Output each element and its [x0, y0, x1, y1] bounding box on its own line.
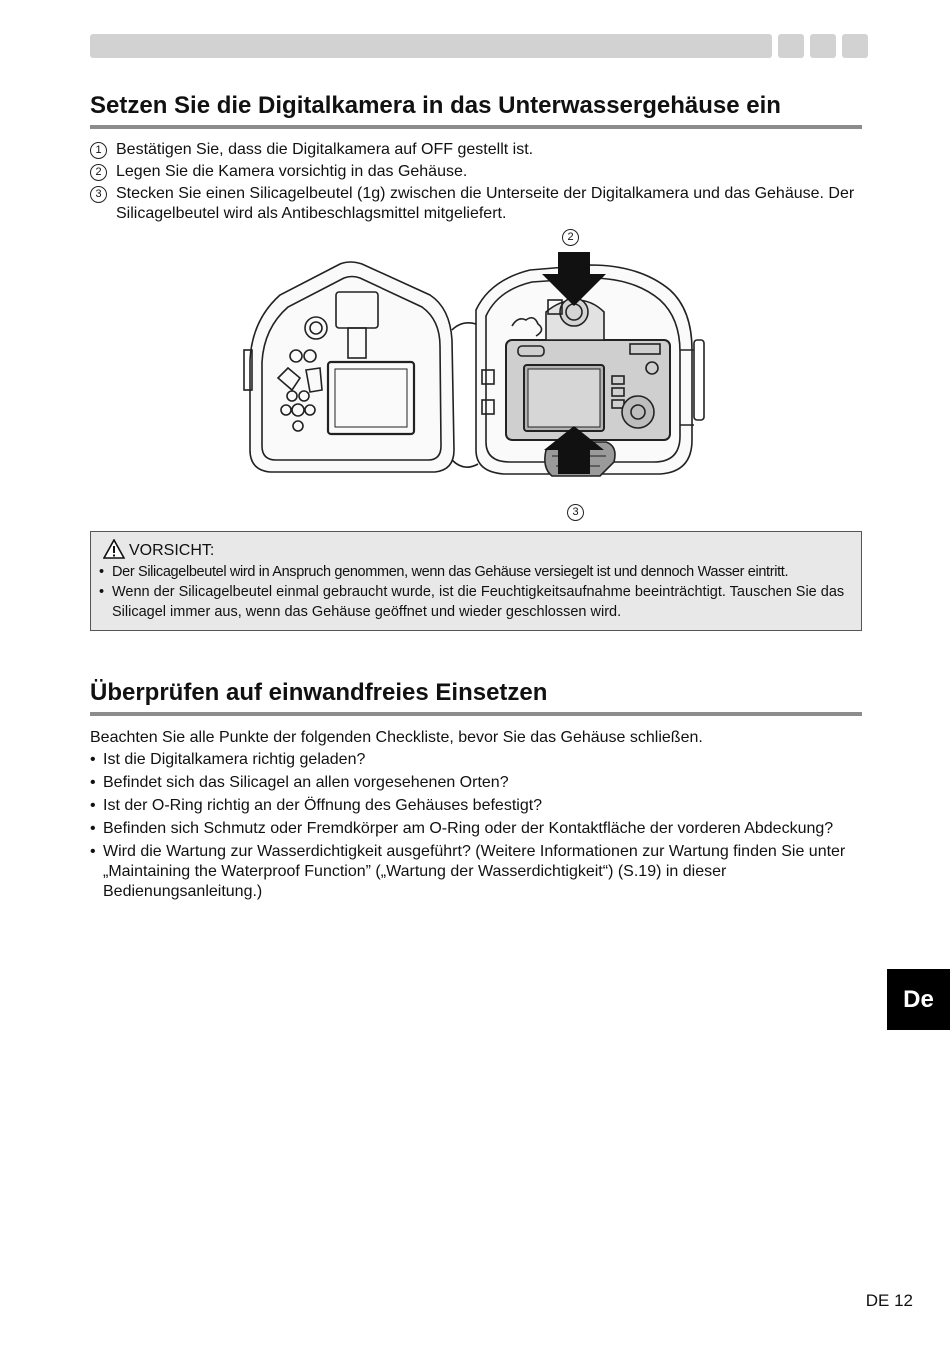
- caution-item: • Wenn der Silicagelbeutel einmal gebraucht wurde, ist die Feuchtigkeitsaufnahme beeinträchtigt. Tauschen Sie das Silicagel immer aus, wenn das Gehäuse geöffnet und wieder geschlossen wird.: [99, 582, 864, 622]
- step-item: [90, 162, 880, 182]
- step-text: Stecken Sie einen Silicagelbeutel (1g) zwischen die Unterseite der Digitalkamera und das Gehäuse. Der Silicagelbeutel wird als Antibeschlagsmittel mitgeliefert.: [116, 185, 855, 222]
- caution-item: • Der Silicagelbeutel wird in Anspruch genommen, wenn das Gehäuse versiegelt ist und dennoch Wasser eintritt.: [99, 562, 864, 582]
- step-text: Bestätigen Sie, dass die Digitalkamera auf OFF gestellt ist.: [116, 141, 534, 158]
- step-number: 3: [90, 186, 107, 203]
- section-rule: [90, 712, 862, 716]
- caution-box: [90, 531, 862, 631]
- header-block: [778, 34, 804, 58]
- warning-triangle-icon: [103, 539, 125, 559]
- page-number: DE 12: [865, 1291, 913, 1310]
- caution-list: [99, 562, 864, 622]
- checklist-item: • Befinden sich Schmutz oder Fremdkörper am O-Ring oder der Kontaktfläche der vorderen Abdeckung?: [90, 819, 865, 839]
- header-block: [842, 34, 868, 58]
- step-text: Legen Sie die Kamera vorsichtig in das Gehäuse.: [116, 163, 468, 180]
- step-number: 1: [90, 142, 107, 159]
- header-bar: [90, 34, 772, 58]
- step-number: 2: [90, 164, 107, 181]
- step-item: [90, 184, 880, 224]
- checklist-item: • Befindet sich das Silicagel an allen vorgesehenen Orten?: [90, 773, 865, 793]
- caution-heading: [103, 539, 214, 560]
- checklist: [90, 750, 865, 905]
- checklist-item: • Wird die Wartung zur Wasserdichtigkeit ausgeführt? (Weitere Informationen zur Wartung finden Sie unter „Maintaining the Waterproof Function” („Wartung der Wasserdichtigkeit“) (S.19) in dieser Bedienungsanleitung.): [90, 842, 865, 902]
- step-item: [90, 140, 880, 160]
- checklist-intro: Beachten Sie alle Punkte der folgenden Checkliste, bevor Sie das Gehäuse schließen.: [90, 729, 703, 746]
- section-rule: [90, 125, 862, 129]
- checklist-item: • Ist der O-Ring richtig an der Öffnung des Gehäuses befestigt?: [90, 796, 865, 816]
- housing-illustration: [240, 250, 720, 490]
- caution-label: VORSICHT:: [129, 542, 215, 559]
- callout-number: 3: [567, 504, 584, 521]
- section-title: Setzen Sie die Digitalkamera in das Unterwassergehäuse ein: [90, 92, 781, 119]
- checklist-item: • Ist die Digitalkamera richtig geladen?: [90, 750, 865, 770]
- step-list: [90, 140, 880, 226]
- callout-number: 2: [562, 229, 579, 246]
- header-block: [810, 34, 836, 58]
- section-title: Überprüfen auf einwandfreies Einsetzen: [90, 679, 548, 706]
- language-tab: De: [887, 969, 950, 1030]
